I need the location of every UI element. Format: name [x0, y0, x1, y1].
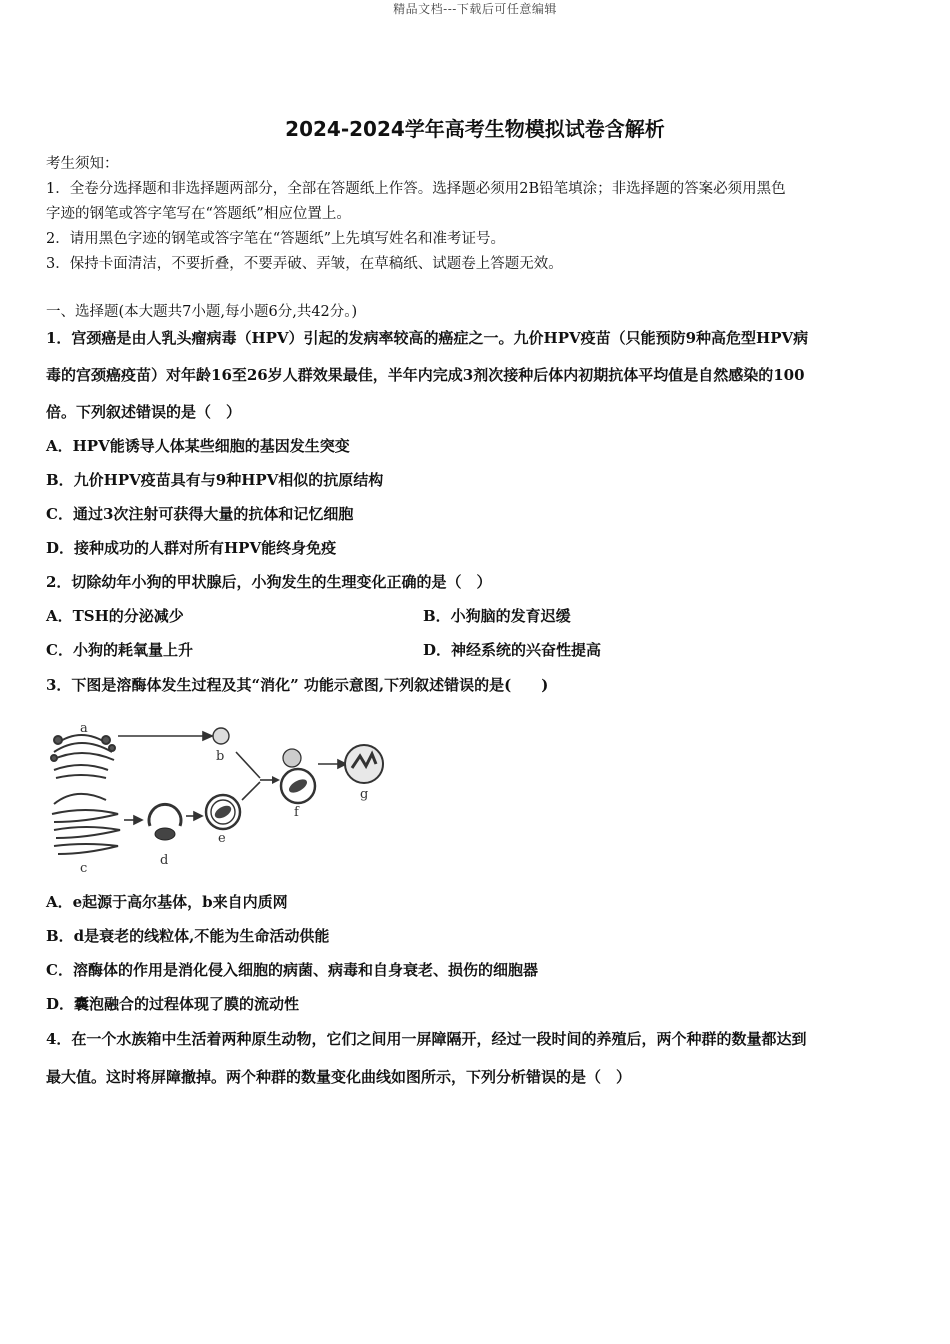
- q2-stem: 2．切除幼年小狗的甲状腺后，小狗发生的生理变化正确的是（ ）: [46, 573, 492, 591]
- er-structure: [52, 794, 120, 854]
- label-g: g: [360, 787, 369, 802]
- q4-stem-line-1: 4．在一个水族箱中生活着两种原生动物，它们之间用一屏障隔开，经过一段时间的养殖后，两个种群的数量都达到: [46, 1030, 807, 1048]
- q2-row-1: [46, 605, 904, 626]
- q3-option-b: B．d是衰老的线粒体,不能为生命活动供能: [46, 927, 330, 945]
- q2-option-a: A．TSH的分泌减少: [46, 607, 184, 625]
- vesicle-b: [213, 728, 229, 744]
- label-d: d: [160, 853, 169, 868]
- q2-option-b: B．小狗脑的发育迟缓: [423, 607, 571, 625]
- golgi-structure: [51, 735, 115, 778]
- notice-item-1-line-1: 1．全卷分选择题和非选择题两部分，全部在答题纸上作答。选择题必须用2B铅笔填涂；非选择题的答案必须用黑色: [46, 181, 786, 197]
- q2-option-d: D．神经系统的兴奋性提高: [423, 641, 602, 659]
- label-f: f: [294, 805, 299, 820]
- notice-item-3: 3．保持卡面清洁，不要折叠，不要弄破、弄皱，在草稿纸、试题卷上答题无效。: [46, 256, 563, 272]
- q1-option-a: A．HPV能诱导人体某些细胞的基因发生突变: [46, 437, 350, 455]
- arrows-to-f: [236, 752, 274, 800]
- phagophore: [149, 804, 181, 826]
- section-heading: 一、选择题(本大题共7小题,每小题6分,共42分。): [46, 304, 358, 320]
- label-b: b: [216, 749, 225, 764]
- notice-item-2: 2．请用黑色字迹的钢笔或答字笔在“答题纸”上先填写姓名和准考证号。: [46, 231, 506, 247]
- q1-option-b: B．九价HPV疫苗具有与9种HPV相似的抗原结构: [46, 471, 384, 489]
- q2-option-c: C．小狗的耗氧量上升: [46, 641, 193, 659]
- arrow-d-to-e: [186, 812, 202, 820]
- lysosome-diagram: [46, 716, 391, 876]
- q3-option-c: C．溶酶体的作用是消化侵入细胞的病菌、病毒和自身衰老、损伤的细胞器: [46, 961, 538, 979]
- q1-stem-line-2: 毒的宫颈癌疫苗）对年龄16至26岁人群效果最佳，半年内完成3剂次接种后体内初期抗体平均值是自然感染的100: [46, 366, 805, 384]
- q2-row-2: [46, 639, 904, 660]
- page-title: 2024-2024学年高考生物模拟试卷含解析: [285, 117, 665, 141]
- label-a: a: [80, 721, 88, 736]
- q1-option-c: C．通过3次注射可获得大量的抗体和记忆细胞: [46, 505, 354, 523]
- mitochondrion-d: [155, 828, 175, 840]
- q1-option-d: D．接种成功的人群对所有HPV能终身免疫: [46, 539, 337, 557]
- arrow-c-to-d: [124, 816, 142, 824]
- q1-stem-line-1: 1．宫颈癌是由人乳头瘤病毒（HPV）引起的发病率较高的癌症之一。九价HPV疫苗（只能预防9种高危型HPV病: [46, 329, 809, 347]
- notice-item-1-line-2: 字迹的钢笔或答字笔写在“答题纸”相应位置上。: [46, 206, 351, 222]
- arrow-a-to-b: [118, 732, 212, 740]
- fusing-vesicle: [283, 749, 301, 767]
- q3-option-d: D．囊泡融合的过程体现了膜的流动性: [46, 995, 300, 1013]
- label-c: c: [80, 861, 88, 876]
- arrow-f-to-g: [318, 760, 346, 768]
- q1-stem-line-3: 倍。下列叙述错误的是（ ）: [46, 403, 242, 421]
- header-note: 精品文档---下载后可任意编辑: [393, 2, 557, 16]
- notice-heading: 考生须知：: [46, 156, 119, 172]
- q3-option-a: A．e起源于高尔基体，b来自内质网: [46, 893, 288, 911]
- label-e: e: [218, 831, 226, 846]
- q4-stem-line-2: 最大值。这时将屏障撤掉。两个种群的数量变化曲线如图所示，下列分析错误的是（ ）: [46, 1068, 632, 1086]
- q3-stem: 3．下图是溶酶体发生过程及其“消化” 功能示意图,下列叙述错误的是( ): [46, 676, 549, 694]
